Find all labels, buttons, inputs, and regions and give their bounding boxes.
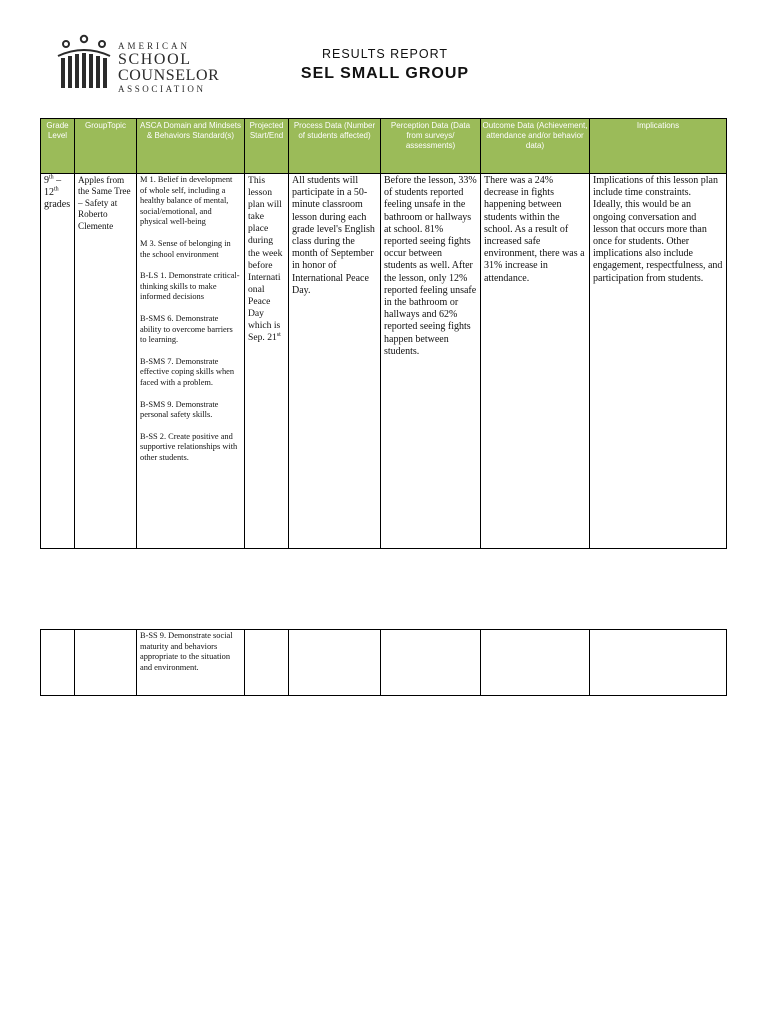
perception-data-cell: Before the lesson, 33% of students reported feeling unsafe in the bathroom or hallways at school. 81% reported seeing fights occur between students as well. After the lesson, only 12% reported feeling unsafe in the bathroom or hallways and 62% reported seeing fights happen between students. xyxy=(381,174,481,549)
empty-cell xyxy=(75,630,137,696)
header-asca-standards: ASCA Domain and Mindsets & Behaviors Standard(s) xyxy=(137,119,245,174)
asca-standard: B-SMS 9. Demonstrate personal safety skills. xyxy=(140,399,219,420)
logo-line-3: COUNSELOR xyxy=(118,67,220,84)
asca-standards-cell xyxy=(137,630,245,696)
logo-line-4: ASSOCIATION xyxy=(118,84,206,94)
outcome-data-cell: There was a 24% decrease in fights happening between students within the school. As a result of increased safe environment, there was a 31% increase in attendance. xyxy=(481,174,590,549)
header-process-data: Process Data (Number of students affected) xyxy=(289,119,381,174)
projected-sup: st xyxy=(276,332,281,339)
asca-standard: B-SS 2. Create positive and supportive relationships with other students. xyxy=(140,431,238,462)
grade-start: 9 xyxy=(44,175,49,186)
asca-standard: M 3. Sense of belonging in the school environment xyxy=(140,238,231,259)
implications-cell: Implications of this lesson plan include time constraints. Ideally, this would be an ongoing conversation and lesson that occurs more than once for students. Other implications also include engagement, respectfulness, and participation from students. xyxy=(590,174,727,549)
report-title: RESULTS REPORT xyxy=(321,47,449,61)
asca-wordmark xyxy=(118,42,219,94)
asca-standards-cell xyxy=(137,174,245,549)
empty-cell xyxy=(381,630,481,696)
empty-cell xyxy=(590,630,727,696)
asca-standard: M 1. Belief in development of whole self, including a healthy balance of mental, social/emotional, and physical well-being xyxy=(140,175,233,227)
asca-standard: B-SMS 6. Demonstrate ability to overcome barriers to learning. xyxy=(140,313,233,345)
header-outcome-data: Outcome Data (Achievement, attendance and/or behavior data) xyxy=(481,119,590,174)
report-title-block xyxy=(280,47,490,83)
table-row xyxy=(41,630,727,696)
grade-end-sup: th xyxy=(54,186,59,193)
header-implications: Implications xyxy=(590,119,727,174)
logo-line-2: SCHOOL xyxy=(118,51,192,68)
projected-dates-cell xyxy=(245,174,289,549)
header-group-topic: GroupTopic xyxy=(75,119,137,174)
projected-text: This lesson plan will take place during the week before International Peace Day which is Sep. 21 xyxy=(248,175,283,344)
grade-start-sup: th xyxy=(49,174,54,181)
process-data-cell: All students will participate in a 50-minute classroom lesson during each grade level's English class during the month of September in honor of International Peace Day. xyxy=(289,174,381,549)
empty-cell xyxy=(41,630,75,696)
grade-end: grades xyxy=(44,199,71,211)
results-table xyxy=(40,118,727,549)
group-topic-cell: Apples from the Same Tree – Safety at Roberto Clemente xyxy=(75,174,137,549)
header-grade-level: Grade Level xyxy=(41,119,75,174)
empty-cell xyxy=(289,630,381,696)
asca-logo xyxy=(54,34,220,94)
header-projected-dates: Projected Start/End xyxy=(245,119,289,174)
empty-cell xyxy=(481,630,590,696)
asca-standard: B-SS 9. Demonstrate social maturity and behaviors appropriate to the situation and environment. xyxy=(140,631,233,672)
empty-cell xyxy=(245,630,289,696)
asca-figures-icon xyxy=(54,34,114,94)
grade-mid: – 12 xyxy=(44,175,62,199)
results-table-continued xyxy=(40,629,727,696)
header-perception-data: Perception Data (Data from surveys/ assessments) xyxy=(381,119,481,174)
asca-standard: B-LS 1. Demonstrate critical-thinking skills to make informed decisions xyxy=(140,271,240,302)
grade-level-cell xyxy=(41,174,75,549)
logo-line-1: AMERICAN xyxy=(118,41,191,51)
table-row xyxy=(41,174,727,549)
header-row xyxy=(41,119,727,174)
group-title: SEL SMALL GROUP xyxy=(300,65,470,82)
asca-standard: B-SMS 7. Demonstrate effective coping skills when faced with a problem. xyxy=(140,356,235,387)
